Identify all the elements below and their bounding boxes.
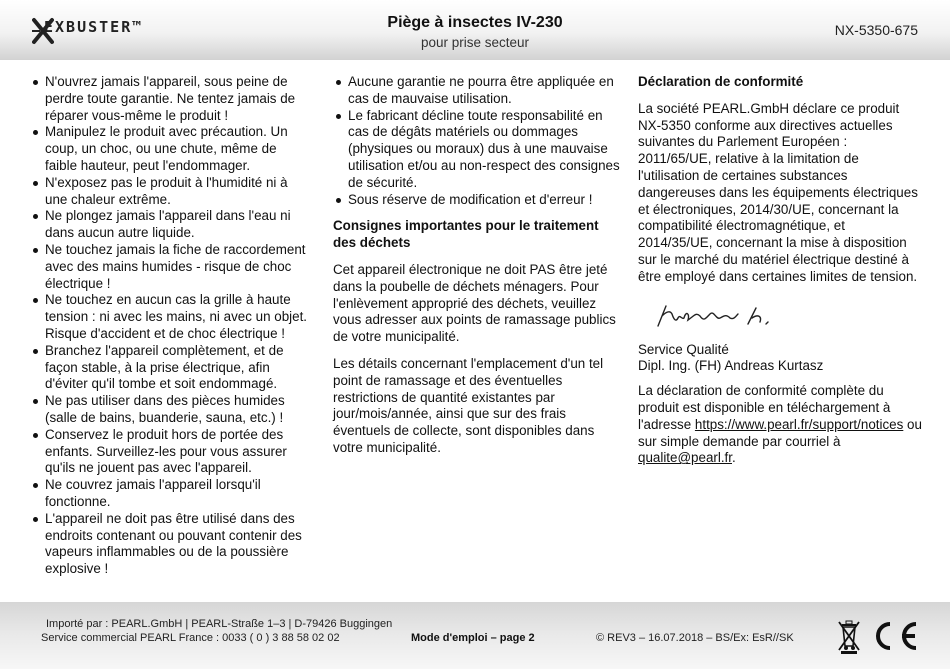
- email-suffix-text: .: [732, 450, 736, 466]
- support-url-link[interactable]: https://www.pearl.fr/support/notices: [694, 416, 904, 432]
- warranty-list: [333, 74, 620, 208]
- list-item: Aucune garantie ne pourra être appliquée en cas de mauvaise utilisation.: [333, 74, 620, 108]
- weee-bin-icon: [836, 618, 862, 654]
- importer-info: Importé par : PEARL.GmbH | PEARL-Straße 1–3 | D-79426 Buggingen: [46, 618, 393, 630]
- brand-logo-text: EXBUSTER™: [44, 18, 144, 36]
- list-item: Ne couvrez jamais l'appareil lorsqu'il fonctionne.: [30, 477, 312, 511]
- full-declaration-text: La déclaration de conformité complète du produit est disponible en téléchargement à l'adresse: [638, 383, 891, 432]
- page-subtitle: pour prise secteur: [420, 35, 530, 50]
- safety-column-2: [333, 74, 620, 457]
- safety-list: [30, 74, 312, 578]
- conformity-heading: Déclaration de conformité: [638, 74, 804, 89]
- signatory-title: Service Qualité: [638, 341, 729, 357]
- list-item: Conservez le produit hors de portée des enfants. Surveillez-les pour vous assurer qu'ils ne jouent pas avec l'appareil.: [30, 427, 312, 477]
- list-item: Ne touchez en aucun cas la grille à haute tension : ni avec les mains, ni avec un objet. Risque d'accident et de choc électrique !: [30, 292, 312, 342]
- ce-mark-icon: [868, 620, 920, 652]
- page-label: Mode d'emploi – page 2: [411, 632, 535, 644]
- list-item: Ne touchez jamais la fiche de raccordement avec des mains humides - risque de choc électrique !: [30, 242, 312, 292]
- list-item: N'ouvrez jamais l'appareil, sous peine de perdre toute garantie. Ne tentez jamais de réparer vous-même le produit !: [30, 74, 312, 124]
- service-phone: Service commercial PEARL France : 0033 ( 0 ) 3 88 58 02 02: [41, 632, 340, 644]
- waste-paragraph-1: Cet appareil électronique ne doit PAS être jeté dans la poubelle de déchets ménagers. Pour l'enlèvement approprié des déchets, veuillez vous adresser aux points de ramassage publics de votre municipalité.: [333, 261, 616, 345]
- list-item: L'appareil ne doit pas être utilisé dans des endroits contenant ou pouvant contenir des vapeurs inflammables ou de la poussière explosive !: [30, 511, 312, 578]
- list-item: Sous réserve de modification et d'erreur !: [333, 192, 620, 209]
- list-item: Branchez l'appareil complètement, et de façon stable, à la prise électrique, afin d'éviter qu'il tombe et soit endommagé.: [30, 343, 312, 393]
- list-item: Manipulez le produit avec précaution. Un coup, un choc, ou une chute, même de faible hauteur, peut l'endommager.: [30, 124, 312, 174]
- waste-heading: Consignes importantes pour le traitement des déchets: [333, 218, 599, 251]
- safety-column-1: [30, 74, 312, 578]
- list-item: Le fabricant décline toute responsabilité en cas de dégâts matériels ou dommages (physiques ou moraux) dus à une mauvaise utilisation et/ou au non-respect des consignes de sécurité.: [333, 108, 620, 192]
- conformity-declaration: La société PEARL.GmbH déclare ce produit NX-5350 conforme aux directives actuelles suivantes du Parlement Européen : 2011/65/UE, relative à la limitation de l'utilisation de certaines substances dangereuses dans les équipements électriques et électroniques, 2014/30/UE, concernant la compatibilité électromagnétique, et 2014/35/UE, concernant la mise à disposition sur le marché du matériel électrique destiné à être employé dans certaines limites de tension.: [638, 100, 918, 284]
- revision-info: © REV3 – 16.07.2018 – BS/Ex: EsR//SK: [596, 632, 794, 644]
- list-item: Ne pas utiliser dans des pièces humides (salle de bains, buanderie, sauna, etc.) !: [30, 393, 312, 427]
- page-footer: [0, 602, 950, 669]
- full-declaration-info: [638, 383, 923, 467]
- signature-icon: [652, 300, 802, 334]
- signatory-name: Dipl. Ing. (FH) Andreas Kurtasz: [638, 358, 824, 374]
- waste-paragraph-2: Les détails concernant l'emplacement d'un tel point de ramassage et des éventuelles restrictions de quantité existantes par jour/mois/année, ainsi que sur des frais éventuels de collecte, sont disponibles dans votre municipalité.: [333, 355, 604, 455]
- list-item: N'exposez pas le produit à l'humidité ni à une chaleur extrême.: [30, 175, 312, 209]
- email-link[interactable]: qualite@pearl.fr: [638, 450, 732, 466]
- page-title: Piège à insectes IV-230: [387, 14, 563, 31]
- list-item: Ne plongez jamais l'appareil dans l'eau ni dans aucun autre liquide.: [30, 208, 312, 242]
- doc-number: NX-5350-675: [834, 22, 918, 38]
- conformity-column: [638, 74, 923, 467]
- page-header: [0, 0, 950, 60]
- url-suffix-text: ou sur simple demande par courriel à: [638, 416, 922, 449]
